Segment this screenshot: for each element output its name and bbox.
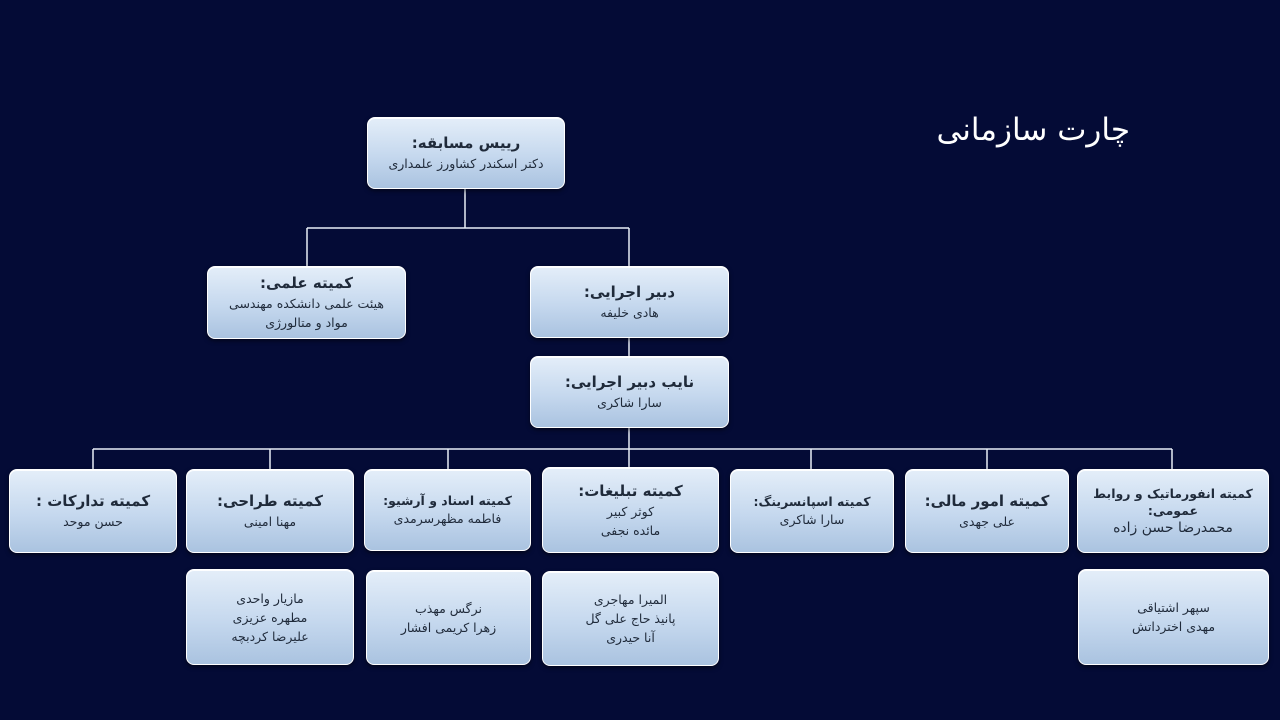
committee-head-name: حسن موحد <box>63 514 123 529</box>
committee-head-name-2: مائده نجفی <box>600 522 661 538</box>
committee-heading: کمیته امور مالی: <box>924 492 1050 510</box>
member-name: پانیذ حاج علی گل <box>585 611 676 626</box>
committee-head-name: مهنا امینی <box>243 514 297 529</box>
committee-advertising <box>542 467 719 553</box>
scientific-heading: کمیته علمی: <box>260 274 353 292</box>
scientific-line-2: مواد و متالورژی <box>265 315 348 330</box>
member-name: مازیار واحدی <box>236 590 304 606</box>
member-name: مطهره عزیزی <box>232 609 308 625</box>
committee-logistics <box>9 469 177 553</box>
deputy-name: سارا شاکری <box>597 395 662 410</box>
committee-heading: کمیته تبلیغات: <box>578 481 683 500</box>
committee-documents <box>364 469 531 551</box>
scientific-committee-box <box>207 266 406 339</box>
member-name: آنا حیدری <box>606 630 655 645</box>
president-heading: رییس مسابقه: <box>411 134 521 152</box>
committee-head-name: کوثر کبیر <box>606 503 655 519</box>
committee-heading: کمیته اسپانسرینگ: <box>753 494 871 509</box>
committee-head-name: سارا شاکری <box>779 512 845 527</box>
deputy-box <box>530 356 729 428</box>
secretary-box <box>530 266 729 338</box>
secretary-name: هادی خلیفه <box>600 305 659 320</box>
deputy-heading: نایب دبیر اجرایی: <box>564 373 695 391</box>
member-name: زهرا کریمی افشار <box>400 619 497 635</box>
committee-sponsoring <box>730 469 894 553</box>
member-name: سپهر اشتیاقی <box>1137 600 1210 615</box>
members-informatics <box>1078 569 1269 665</box>
committee-heading: کمیته تدارکات : <box>35 492 151 510</box>
committee-heading: کمیته اسناد و آرشیو: <box>383 493 512 508</box>
chart-title: چارت سازمانی <box>936 112 1130 148</box>
committee-finance <box>905 469 1069 553</box>
president-name: دکتر اسکندر کشاورز علمداری <box>388 156 544 171</box>
members-advertising <box>542 571 719 666</box>
committee-head-name: علی جهدی <box>959 514 1015 529</box>
member-name: نرگس مهذب <box>414 600 483 616</box>
committee-informatics <box>1077 469 1269 553</box>
committee-heading: کمیته طراحی: <box>217 492 323 510</box>
member-name: علیرضا کردبچه <box>231 628 309 644</box>
committee-heading: کمیته انفورماتیک و روابط عمومی: <box>1093 485 1253 518</box>
secretary-heading: دبیر اجرایی: <box>583 283 676 301</box>
committee-head-name: محمدرضا حسن زاده <box>1113 519 1233 536</box>
members-design <box>186 569 354 665</box>
member-name: مهدی اخترداتش <box>1131 619 1216 634</box>
president-box <box>367 117 565 189</box>
members-documents <box>366 570 531 665</box>
member-name: المیرا مهاجری <box>593 592 668 607</box>
committee-design <box>186 469 354 553</box>
committee-head-name: فاطمه مظهرسرمدی <box>393 511 502 526</box>
scientific-line-1: هیئت علمی دانشکده مهندسی <box>229 296 384 311</box>
